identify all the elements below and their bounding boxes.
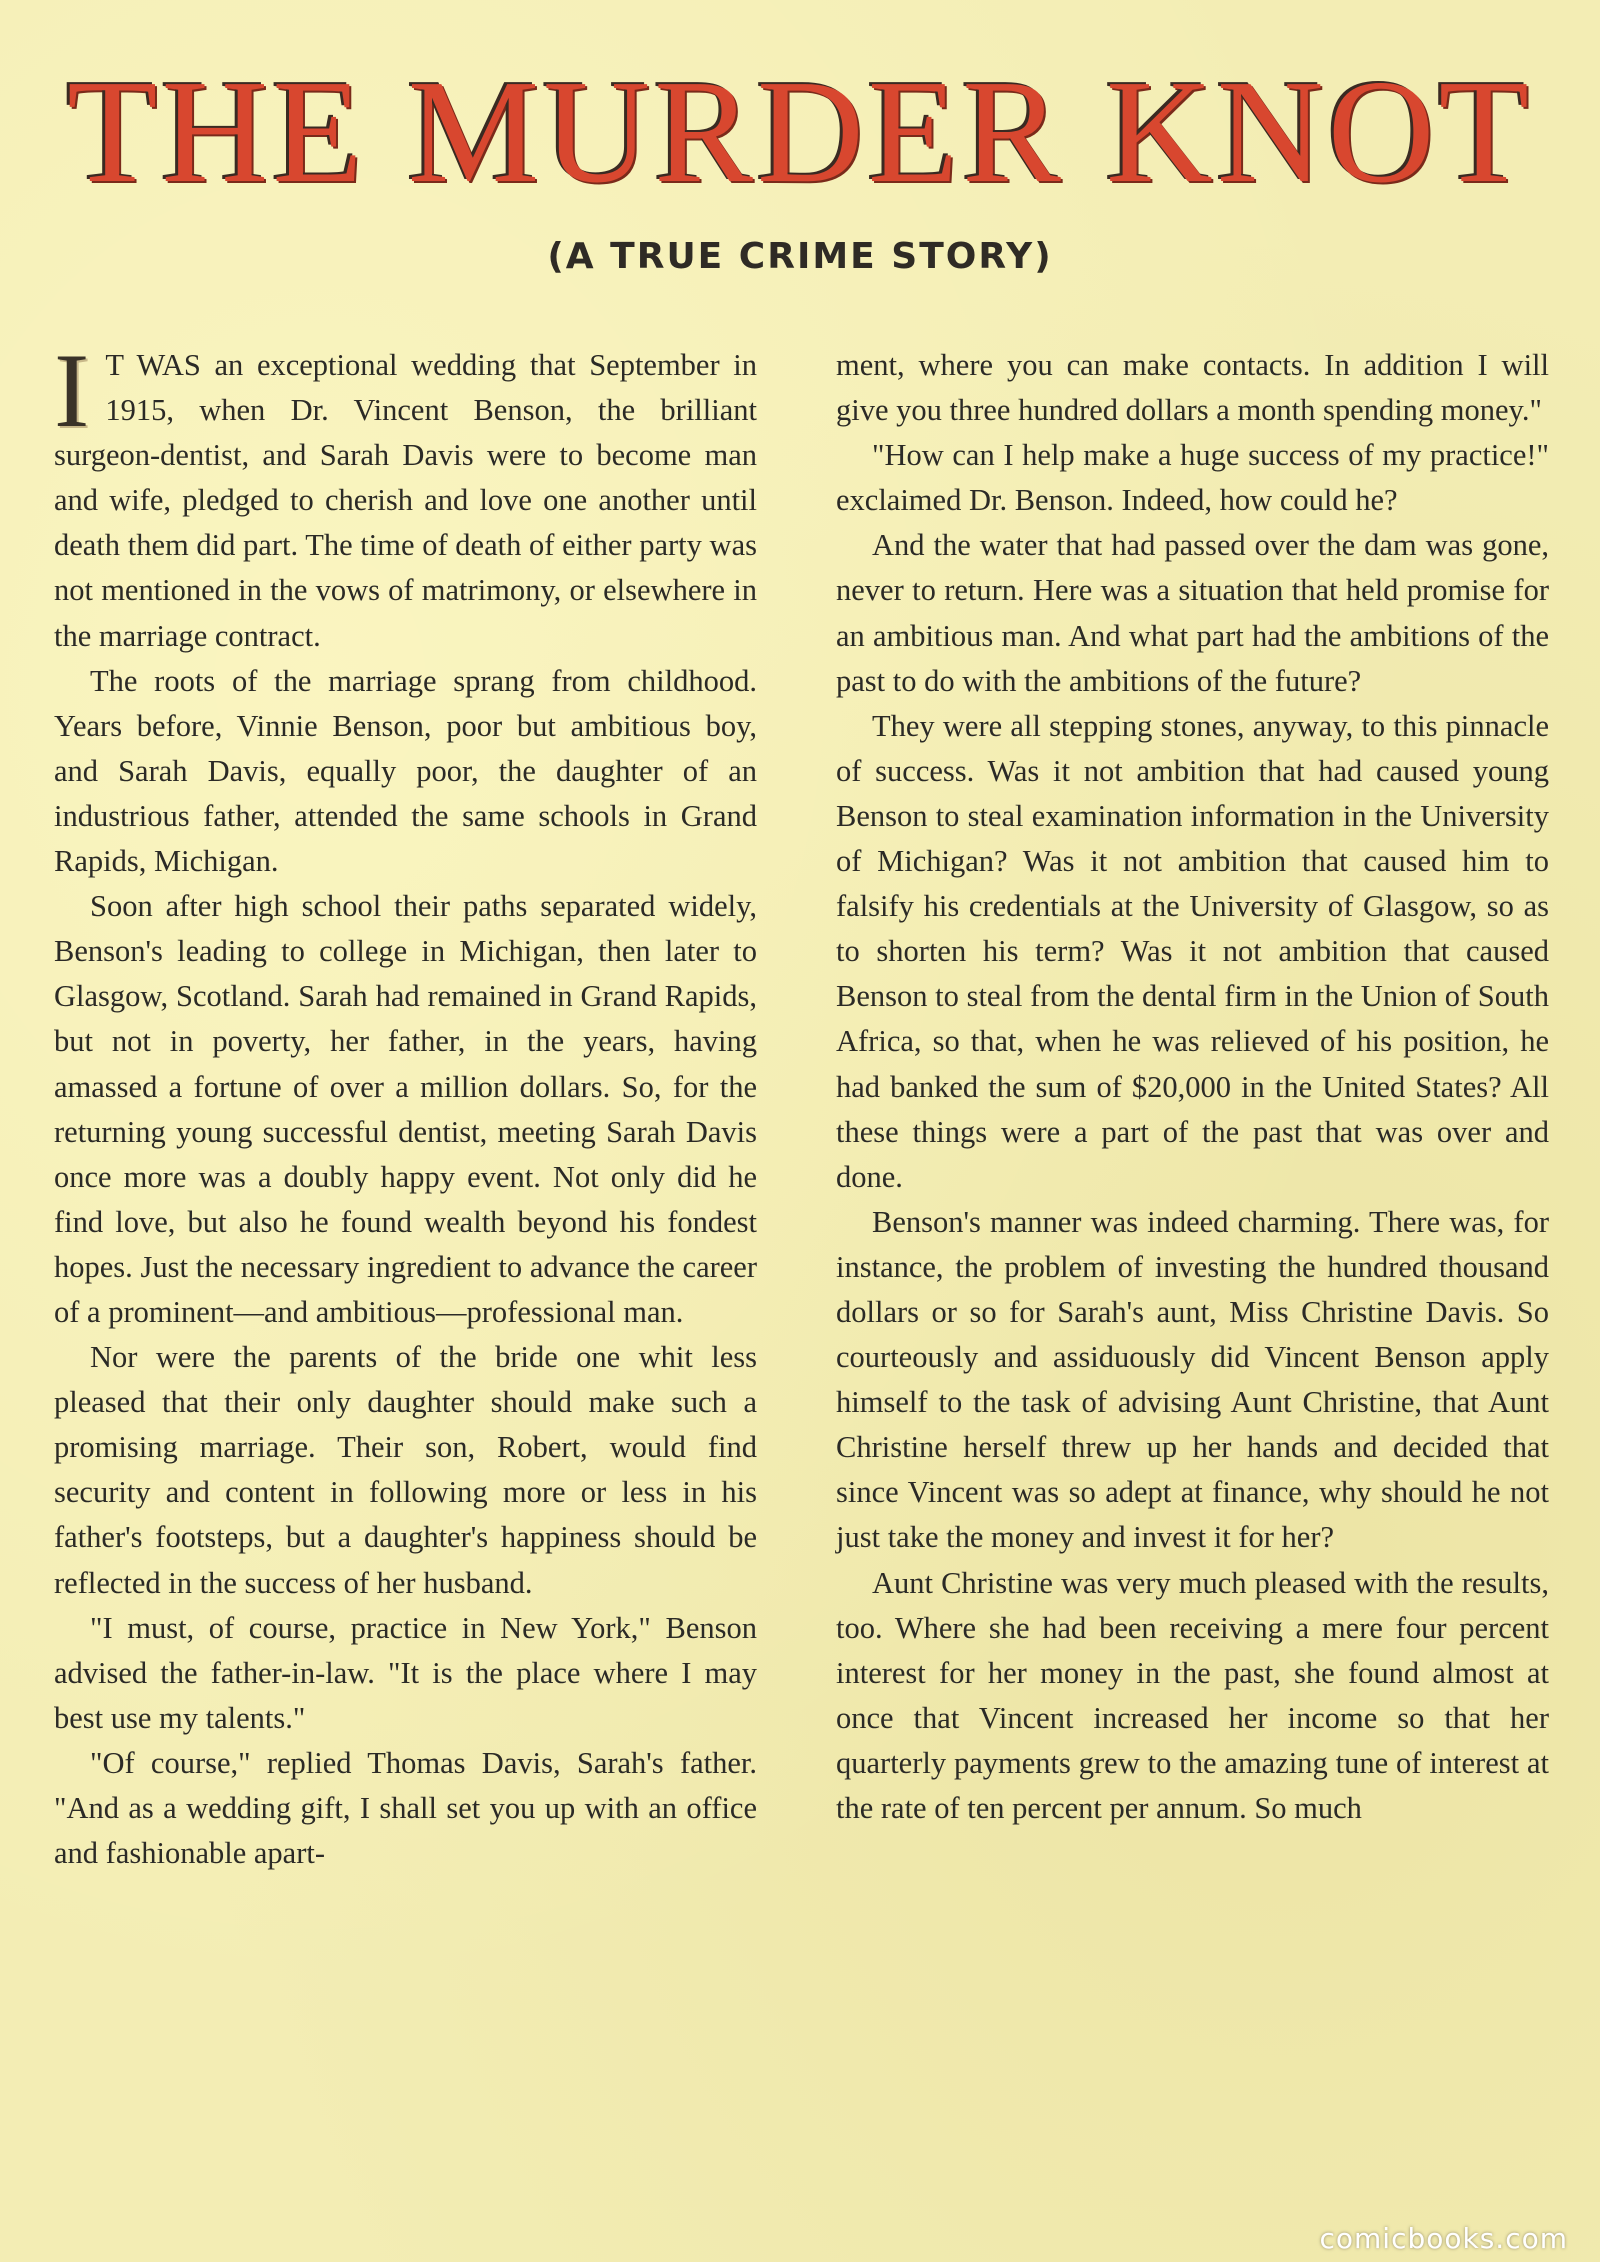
paragraph: Aunt Christine was very much pleased with the results, too. Where she had been receiving a mere four percent interest for her money in the past, she found almost at once that Vincent increased her income so that her quarterly payments grew to the amazing tune of interest at the rate of ten percent per annum. So much	[836, 1565, 1549, 1825]
paragraph	[54, 332, 757, 659]
story-title: THE MURDER KNOT	[67, 50, 1533, 214]
paragraph: The roots of the marriage sprang from childhood. Years before, Vinnie Benson, poor but ambitious boy, and Sarah Davis, equally poor, the daughter of an industrious father, attended the same schools in Grand Rapids, Michigan.	[54, 663, 757, 879]
paragraph: Nor were the parents of the bride one whit less pleased that their only daughter should make such a promising marriage. Their son, Robert, would find security and content in following more or less in his father's footsteps, but a daughter's happiness should be reflected in the success of her husband.	[54, 1340, 757, 1600]
right-column	[836, 343, 1549, 1831]
site-watermark: comicbooks.com	[1319, 2222, 1568, 2255]
drop-cap: I	[54, 332, 90, 449]
paragraph: ment, where you can make contacts. In addition I will give you three hundred dollars a month spending money."	[836, 348, 1549, 428]
paragraph: And the water that had passed over the dam was gone, never to return. Here was a situation that held promise for an ambitious man. And what part had the ambitions of the past to do with the ambitions of the future?	[836, 528, 1549, 698]
paragraph: They were all stepping stones, anyway, to this pinnacle of success. Was it not ambition that had caused young Benson to steal examination information in the University of Michigan? Was it not ambition that caused him to falsify his credentials at the University of Glasgow, so as to shorten his term? Was it not ambition that caused Benson to steal from the dental firm in the Union of South Africa, so that, when he was relieved of his position, he had banked the sum of $20,000 in the United States? All these things were a part of the past that was over and done.	[836, 708, 1549, 1194]
paragraph: "How can I help make a huge success of my practice!" exclaimed Dr. Benson. Indeed, how could he?	[836, 438, 1549, 518]
paragraph: "Of course," replied Thomas Davis, Sarah's father. "And as a wedding gift, I shall set you up with an office and fashionable apart-	[54, 1745, 757, 1871]
left-column	[54, 332, 757, 1876]
paragraph: Benson's manner was indeed charming. There was, for instance, the problem of investing the hundred thousand dollars or so for Sarah's aunt, Miss Christine Davis. So courteously and assiduously did Vincent Benson apply himself to the task of advising Aunt Christine, that Aunt Christine herself threw up her hands and decided that since Vincent was so adept at finance, why should he not just take the money and invest it for her?	[836, 1204, 1549, 1555]
paragraph: "I must, of course, practice in New York," Benson advised the father-in-law. "It is the place where I may best use my talents."	[54, 1610, 757, 1735]
paragraph-text: T WAS an exceptional wedding that September in 1915, when Dr. Vincent Benson, the brilliant surgeon-dentist, and Sarah Davis were to become man and wife, pledged to cherish and love one another until death them did part. The time of death of either party was not mentioned in the vows of matrimony, or elsewhere in the marriage contract.	[54, 348, 757, 653]
paragraph: Soon after high school their paths separated widely, Benson's leading to college in Michigan, then later to Glasgow, Scotland. Sarah had remained in Grand Rapids, but not in poverty, her father, in the years, having amassed a fortune of over a million dollars. So, for the returning young successful dentist, meeting Sarah Davis once more was a doubly happy event. Not only did he find love, but also he found wealth beyond his fondest hopes. Just the necessary ingredient to advance the career of a prominent—and ambitious—professional man.	[54, 889, 757, 1329]
story-subtitle: (A TRUE CRIME STORY)	[547, 236, 1053, 277]
